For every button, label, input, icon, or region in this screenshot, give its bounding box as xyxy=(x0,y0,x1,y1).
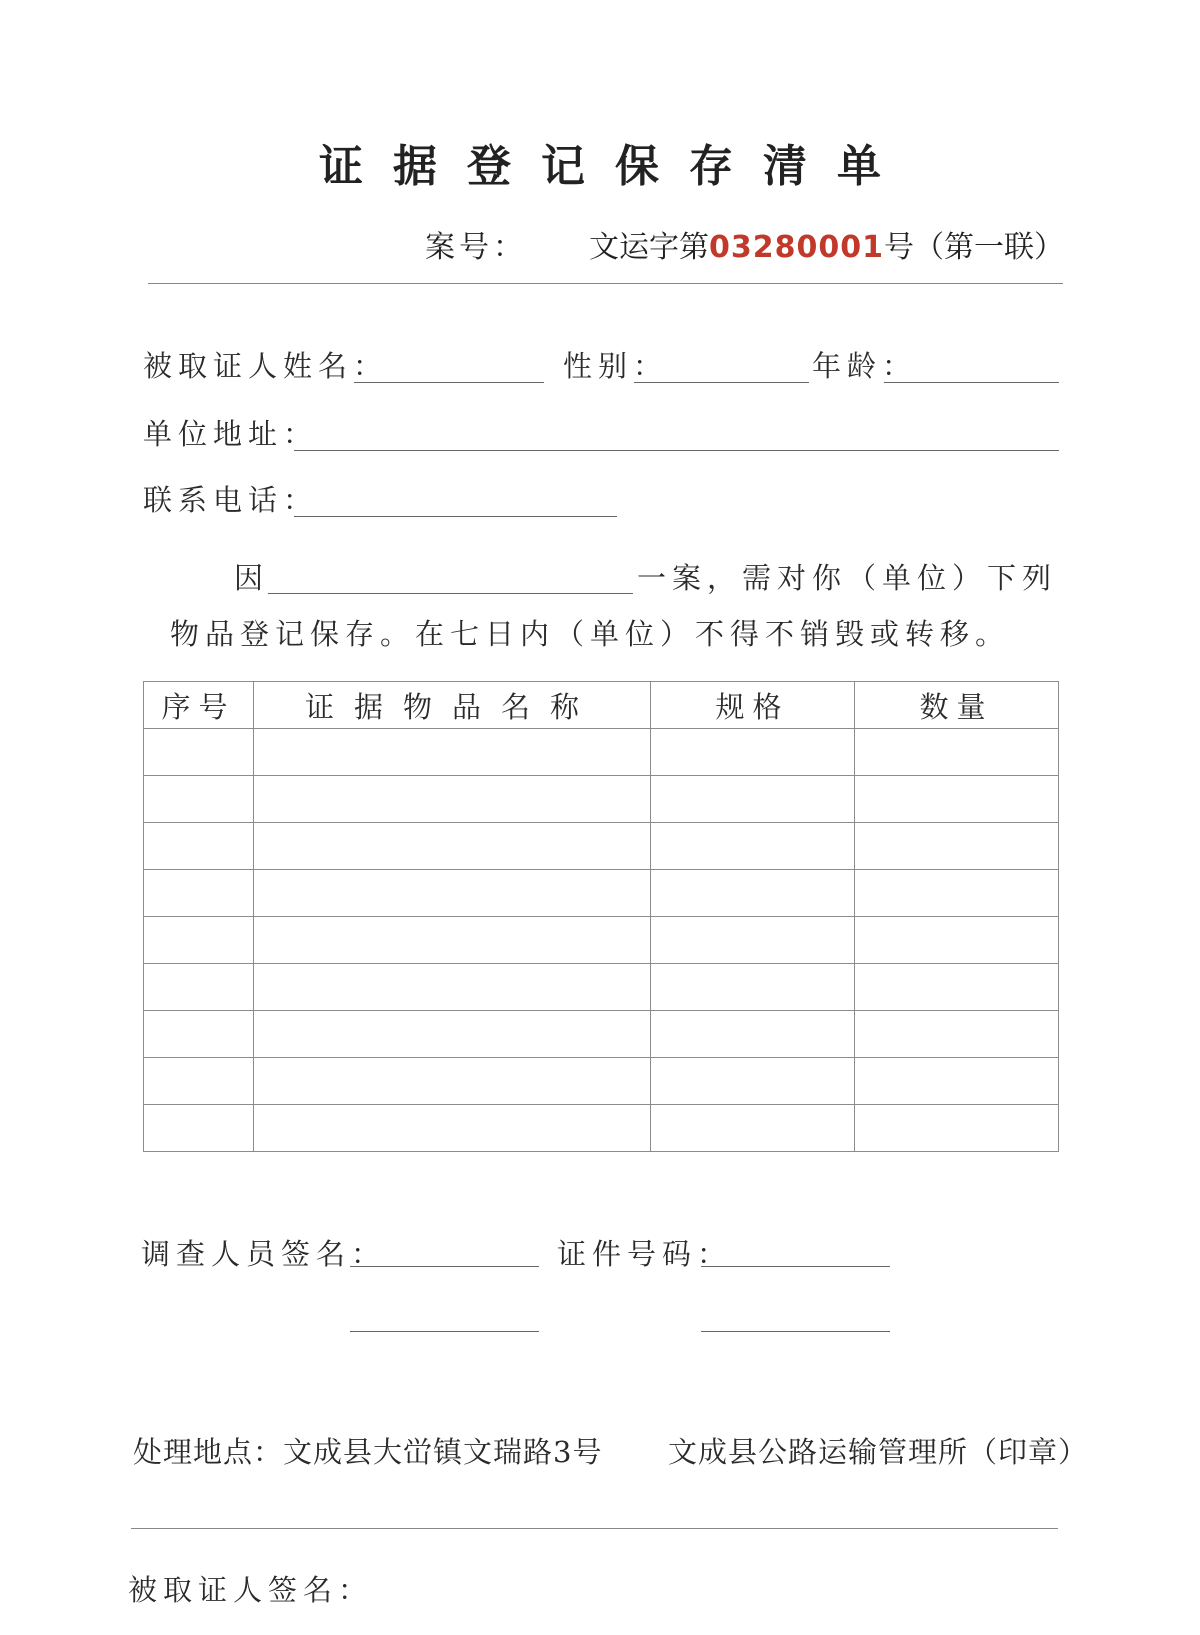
table-cell[interactable] xyxy=(855,1011,1059,1058)
investigator-sign-label: 调查人员签名： xyxy=(141,1237,387,1271)
age-field[interactable] xyxy=(884,382,1059,383)
phone-field[interactable] xyxy=(294,516,617,517)
header-spec: 规格 xyxy=(651,682,855,729)
table-cell[interactable] xyxy=(651,729,855,776)
table-cell[interactable] xyxy=(254,1011,651,1058)
case-number-label: 案号： xyxy=(425,230,527,265)
notice-prefix: 因 xyxy=(234,561,270,595)
table-cell[interactable] xyxy=(254,776,651,823)
table-cell[interactable] xyxy=(254,917,651,964)
header-divider xyxy=(148,283,1063,284)
table-header-row xyxy=(144,682,1059,729)
table-cell[interactable] xyxy=(651,870,855,917)
table-cell[interactable] xyxy=(651,823,855,870)
table-cell[interactable] xyxy=(855,1058,1059,1105)
cert-number-label: 证件号码： xyxy=(557,1237,733,1271)
table-cell[interactable] xyxy=(651,776,855,823)
processing-location: 处理地点：文成县大峃镇文瑞路3号 xyxy=(133,1435,603,1469)
table-row xyxy=(144,870,1059,917)
table-cell[interactable] xyxy=(144,1058,254,1105)
case-number-suffix: 号（第一联） xyxy=(884,230,1064,265)
party-sign-label: 被取证人签名： xyxy=(128,1573,374,1607)
footer-divider xyxy=(131,1528,1058,1529)
investigator-sign-field-1[interactable] xyxy=(350,1266,539,1267)
notice-line1-rest: 一案，需对你（单位）下列 xyxy=(637,561,1058,595)
table-cell[interactable] xyxy=(651,917,855,964)
table-cell[interactable] xyxy=(144,870,254,917)
address-field[interactable] xyxy=(294,450,1059,451)
table-row xyxy=(144,964,1059,1011)
table-row xyxy=(144,917,1059,964)
evidence-table xyxy=(143,681,1059,1152)
notice-line2: 物品登记保存。在七日内（单位）不得不销毁或转移。 xyxy=(170,617,1011,651)
table-row xyxy=(144,776,1059,823)
gender-label: 性别： xyxy=(563,349,669,383)
name-field[interactable] xyxy=(354,382,544,383)
table-cell[interactable] xyxy=(651,1105,855,1152)
header-item-name: 证据物品名称 xyxy=(254,682,651,729)
table-row xyxy=(144,1011,1059,1058)
table-cell[interactable] xyxy=(651,1058,855,1105)
table-cell[interactable] xyxy=(855,964,1059,1011)
table-row xyxy=(144,729,1059,776)
table-cell[interactable] xyxy=(855,823,1059,870)
table-row xyxy=(144,1058,1059,1105)
table-cell[interactable] xyxy=(855,917,1059,964)
cert-number-field-1[interactable] xyxy=(701,1266,890,1267)
table-cell[interactable] xyxy=(651,964,855,1011)
issuing-authority: 文成县公路运输管理所（印章） xyxy=(668,1435,1089,1469)
table-cell[interactable] xyxy=(254,1058,651,1105)
table-cell[interactable] xyxy=(254,964,651,1011)
table-cell[interactable] xyxy=(254,870,651,917)
table-cell[interactable] xyxy=(144,1011,254,1058)
address-label: 单位地址： xyxy=(143,417,319,451)
table-cell[interactable] xyxy=(254,729,651,776)
table-cell[interactable] xyxy=(144,1105,254,1152)
table-cell[interactable] xyxy=(144,729,254,776)
table-cell[interactable] xyxy=(651,1011,855,1058)
cert-number-field-2[interactable] xyxy=(701,1331,890,1332)
table-cell[interactable] xyxy=(254,1105,651,1152)
header-quantity: 数量 xyxy=(855,682,1059,729)
investigator-sign-field-2[interactable] xyxy=(350,1331,539,1332)
table-cell[interactable] xyxy=(855,729,1059,776)
table-cell[interactable] xyxy=(144,776,254,823)
table-cell[interactable] xyxy=(855,1105,1059,1152)
table-row xyxy=(144,823,1059,870)
table-row xyxy=(144,1105,1059,1152)
gender-field[interactable] xyxy=(634,382,809,383)
table-cell[interactable] xyxy=(855,776,1059,823)
page-title: 证据登记保存清单 xyxy=(319,141,911,192)
case-number-line xyxy=(425,222,1064,266)
case-number-value: 03280001 xyxy=(709,230,884,265)
table-cell[interactable] xyxy=(144,964,254,1011)
phone-label: 联系电话： xyxy=(143,483,319,517)
table-cell[interactable] xyxy=(144,823,254,870)
table-cell[interactable] xyxy=(254,823,651,870)
header-serial: 序号 xyxy=(144,682,254,729)
case-reason-field[interactable] xyxy=(268,593,633,594)
case-number-prefix: 文运字第 xyxy=(589,230,709,265)
name-label: 被取证人姓名： xyxy=(143,349,389,383)
table-cell[interactable] xyxy=(855,870,1059,917)
table-cell[interactable] xyxy=(144,917,254,964)
age-label: 年龄： xyxy=(812,349,918,383)
